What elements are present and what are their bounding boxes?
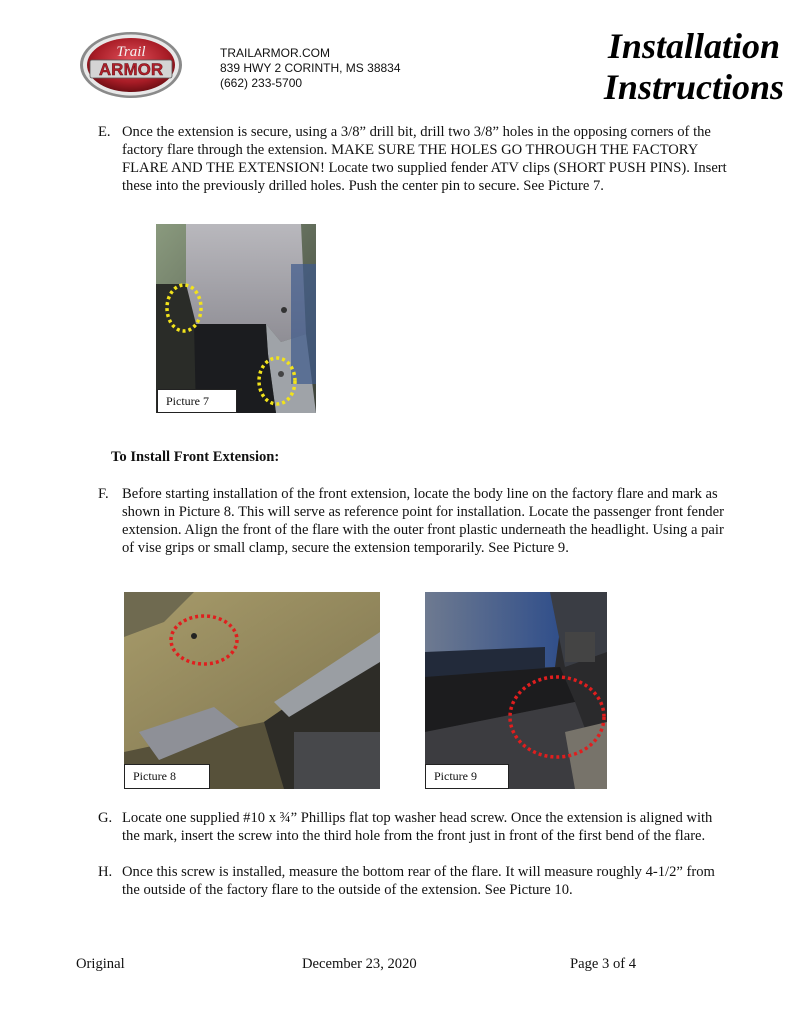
contact-website: TRAILARMOR.COM: [220, 46, 331, 60]
step-letter: H.: [98, 864, 113, 880]
step-g: [98, 809, 728, 845]
picture-8-photo: [124, 592, 380, 789]
company-contact: [220, 46, 401, 91]
picture-7-caption: Picture 7: [157, 389, 237, 413]
step-f: [98, 485, 728, 557]
step-e: [98, 123, 728, 195]
page-title: [604, 26, 784, 108]
step-letter: F.: [98, 486, 109, 502]
section-heading: To Install Front Extension:: [111, 449, 280, 465]
picture-9-photo: [425, 592, 607, 789]
trail-armor-logo: [78, 30, 184, 100]
step-text: Once the extension is secure, using a 3/8” drill bit, drill two 3/8” holes in the opposing corners of the factory flare through the extension. MAKE SURE THE HOLES GO THROUGH THE FACTORY FLARE AND THE EXTENSION! Locate two supplied fender ATV clips (SHORT PUSH PINS). Insert these into the previously drilled holes. Push the center pin to secure. See Picture 7.: [122, 124, 727, 194]
step-text: Locate one supplied #10 x ¾” Phillips flat top washer head screw. Once the extension is aligned with the mark, insert the screw into the third hole from the front just in front of the first bend of the flare.: [122, 810, 713, 844]
footer-page-number: Page 3 of 4: [570, 956, 637, 972]
picture-9-caption: Picture 9: [425, 764, 509, 789]
picture-8-caption: Picture 8: [124, 764, 210, 789]
contact-address: 839 HWY 2 CORINTH, MS 38834: [220, 61, 401, 75]
step-text: Before starting installation of the front extension, locate the body line on the factory flare and mark as shown in Picture 8. This will serve as reference point for installation. Locate the passenger front fender extension. Align the front of the flare with the outer front plastic underneath the headlight. Using a pair of vise grips or small clamp, secure the extension temporarily. See Picture 9.: [122, 486, 724, 556]
picture-7-photo: [156, 224, 316, 413]
contact-phone: (662) 233-5700: [220, 76, 303, 90]
logo-text-bottom: ARMOR: [98, 60, 164, 79]
logo-text-top: Trail: [116, 44, 146, 60]
title-line-2: Instructions: [603, 67, 784, 107]
footer-date: December 23, 2020: [302, 956, 417, 972]
step-letter: E.: [98, 124, 111, 140]
step-text: Once this screw is installed, measure the bottom rear of the flare. It will measure roughly 4-1/2” from the outside of the factory flare to the outside of the extension. See Picture 10.: [122, 864, 715, 898]
footer-version: Original: [76, 956, 125, 972]
step-h: [98, 863, 728, 899]
step-letter: G.: [98, 810, 113, 826]
title-line-1: Installation: [607, 26, 780, 66]
